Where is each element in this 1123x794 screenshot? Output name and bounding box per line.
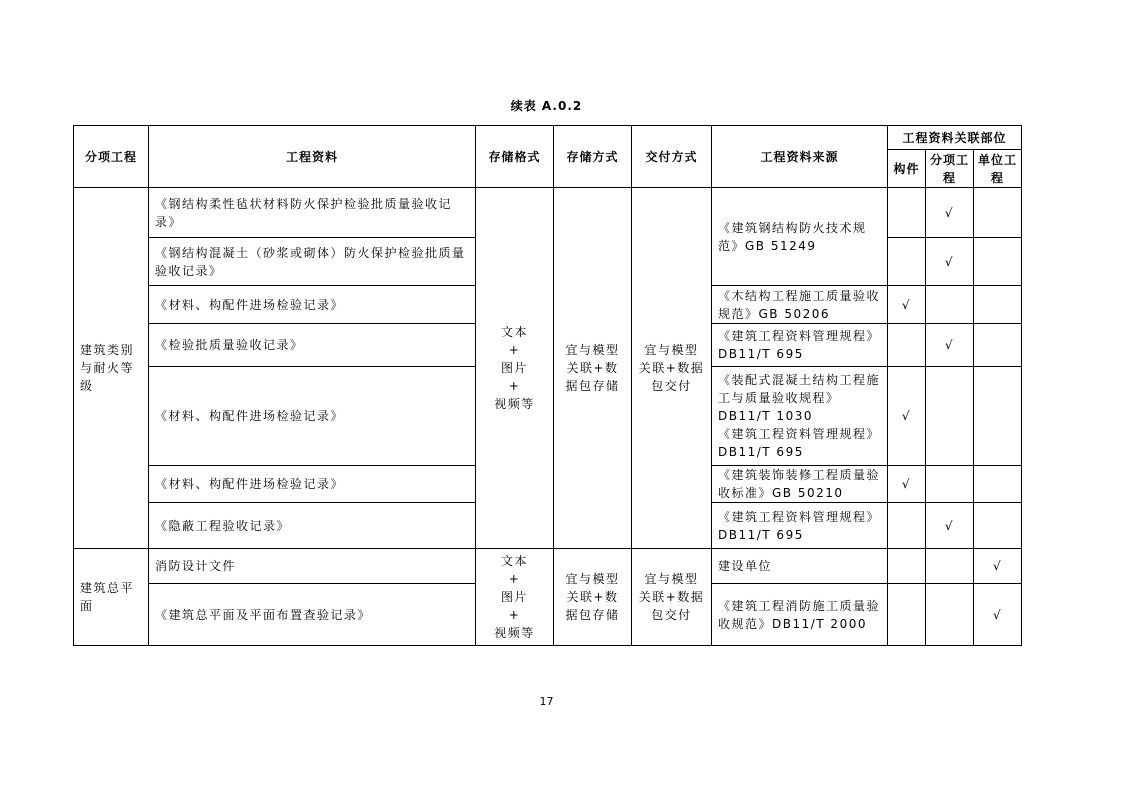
source-cell: 建设单位 <box>712 549 888 584</box>
source-cell: 《建筑工程资料管理规程》DB11/T 695 <box>712 324 888 367</box>
header-source: 工程资料来源 <box>712 126 888 188</box>
check-cell <box>926 549 974 584</box>
check-cell <box>974 286 1022 324</box>
check-cell <box>888 188 926 238</box>
check-cell: √ <box>926 188 974 238</box>
header-storage-format: 存储格式 <box>476 126 554 188</box>
data-cell: 《材料、构配件进场检验记录》 <box>149 367 476 466</box>
header-storage-method: 存储方式 <box>554 126 632 188</box>
source-cell: 《建筑工程资料管理规程》DB11/T 695 <box>712 503 888 549</box>
table-caption: 续表 A.0.2 <box>510 99 583 113</box>
source-cell: 《建筑装饰装修工程质量验收标准》GB 50210 <box>712 466 888 503</box>
check-cell <box>888 324 926 367</box>
header-data: 工程资料 <box>149 126 476 188</box>
data-cell: 消防设计文件 <box>149 549 476 584</box>
header-sub-project: 分项工程 <box>926 150 974 188</box>
check-cell <box>926 466 974 503</box>
data-cell: 《隐蔽工程验收记录》 <box>149 503 476 549</box>
delivery-method-cell: 宜与模型关联+数据包交付 <box>632 549 712 646</box>
check-cell: √ <box>888 367 926 466</box>
check-cell: √ <box>926 503 974 549</box>
header-delivery-method: 交付方式 <box>632 126 712 188</box>
data-cell: 《材料、构配件进场检验记录》 <box>149 466 476 503</box>
check-cell <box>974 324 1022 367</box>
page-number: 17 <box>539 695 554 708</box>
check-cell: √ <box>926 238 974 286</box>
check-cell <box>974 503 1022 549</box>
check-cell <box>926 584 974 646</box>
check-cell: √ <box>888 286 926 324</box>
data-cell: 《材料、构配件进场检验记录》 <box>149 286 476 324</box>
check-cell <box>974 188 1022 238</box>
source-cell: 《建筑工程消防施工质量验收规范》DB11/T 2000 <box>712 584 888 646</box>
check-cell <box>926 367 974 466</box>
source-cell: 《木结构工程施工质量验收规范》GB 50206 <box>712 286 888 324</box>
check-cell <box>974 367 1022 466</box>
data-cell: 《建筑总平面及平面布置查验记录》 <box>149 584 476 646</box>
check-cell <box>888 584 926 646</box>
data-cell: 《检验批质量验收记录》 <box>149 324 476 367</box>
category-building-class: 建筑类别与耐火等级 <box>74 188 149 549</box>
delivery-method-cell: 宜与模型关联+数据包交付 <box>632 188 712 549</box>
header-unit-project: 单位工程 <box>974 150 1022 188</box>
check-cell <box>974 466 1022 503</box>
data-cell: 《钢结构柔性毡状材料防火保护检验批质量验收记录》 <box>149 188 476 238</box>
category-site-plan: 建筑总平面 <box>74 549 149 646</box>
source-cell: 《装配式混凝土结构工程施工与质量验收规程》DB11/T 1030 《建筑工程资料管理规程》DB11/T 695 <box>712 367 888 466</box>
check-cell: √ <box>974 549 1022 584</box>
check-cell <box>888 503 926 549</box>
check-cell <box>926 286 974 324</box>
header-related-parts: 工程资料关联部位 <box>888 126 1022 150</box>
data-table <box>73 125 1022 646</box>
storage-method-cell: 宜与模型关联+数据包存储 <box>554 188 632 549</box>
check-cell <box>888 238 926 286</box>
check-cell: √ <box>926 324 974 367</box>
check-cell <box>888 549 926 584</box>
storage-method-cell: 宜与模型关联+数据包存储 <box>554 549 632 646</box>
storage-format-cell: 文本 + 图片 + 视频等 <box>476 188 554 549</box>
check-cell: √ <box>974 584 1022 646</box>
header-project: 分项工程 <box>74 126 149 188</box>
source-cell: 《建筑钢结构防火技术规范》GB 51249 <box>712 188 888 286</box>
check-cell: √ <box>888 466 926 503</box>
header-component: 构件 <box>888 150 926 188</box>
data-cell: 《钢结构混凝土（砂浆或砌体）防火保护检验批质量验收记录》 <box>149 238 476 286</box>
check-cell <box>974 238 1022 286</box>
storage-format-cell: 文本 + 图片 + 视频等 <box>476 549 554 646</box>
